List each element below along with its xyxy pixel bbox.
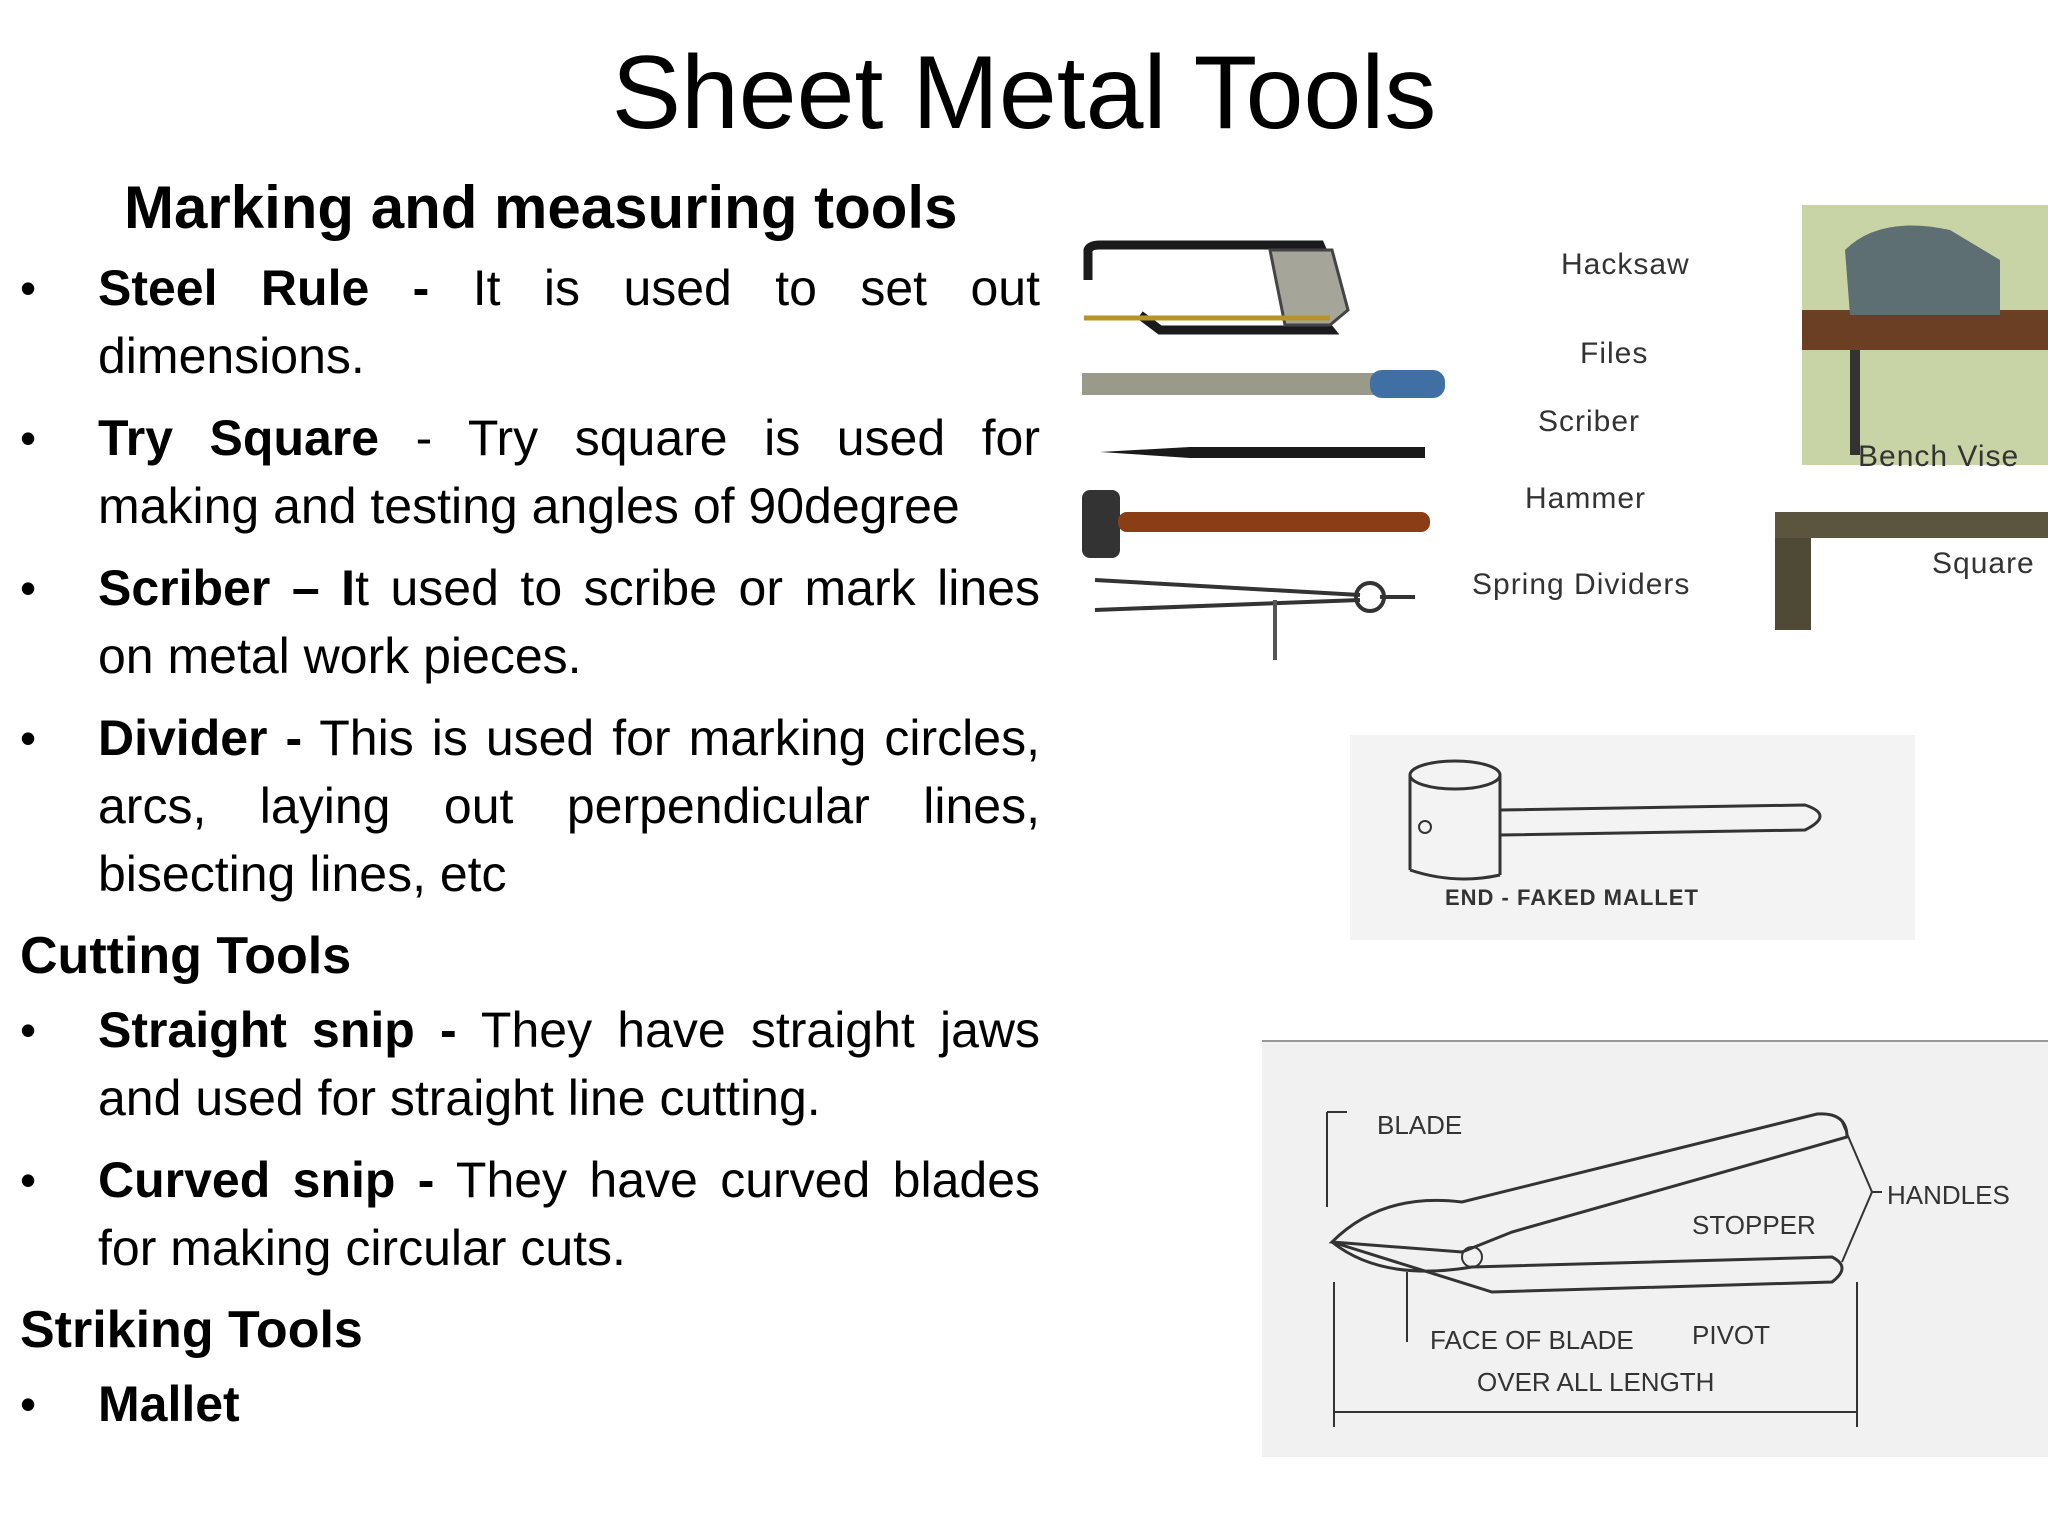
item-desc: t used to scribe or mark lines on metal work pieces. [98, 560, 1040, 684]
item-desc: It is used to set out dimensions. [98, 260, 1040, 384]
snip-drawing [1262, 1040, 2048, 1457]
label-files: Files [1580, 337, 1649, 370]
heading-cutting-tools: Cutting Tools [20, 927, 352, 985]
label-face-of-blade: FACE OF BLADE [1430, 1325, 1634, 1355]
label-handles: HANDLES [1887, 1180, 2010, 1210]
hacksaw-icon [1084, 245, 1348, 330]
item-term: Mallet [98, 1376, 240, 1432]
bench-vise-icon [1802, 205, 2048, 465]
item-desc: They have curved blades for making circular cuts. [98, 1152, 1040, 1276]
heading-striking-tools: Striking Tools [20, 1301, 363, 1359]
item-term: Scriber – I [98, 560, 356, 616]
label-spring-dividers: Spring Dividers [1472, 568, 1691, 601]
tools-photo [1070, 190, 2048, 830]
item-term: Try Square [98, 410, 380, 466]
files-icon [1082, 370, 1445, 398]
label-overall-length: OVER ALL LENGTH [1477, 1367, 1715, 1397]
heading-marking-tools: Marking and measuring tools [124, 174, 958, 241]
label-pivot: PIVOT [1692, 1320, 1771, 1350]
list-item [20, 1370, 1040, 1438]
list-item [20, 704, 1040, 908]
left-text-panel [20, 170, 1040, 1452]
label-hacksaw: Hacksaw [1561, 248, 1690, 281]
item-term: Steel Rule - [98, 260, 430, 316]
slide-title: Sheet Metal Tools [611, 35, 1437, 151]
label-hammer: Hammer [1525, 482, 1647, 515]
list-item [20, 254, 1040, 390]
item-desc: - Try square is used for making and testing angles of 90degree [98, 410, 1040, 534]
hammer-icon [1082, 490, 1430, 558]
list-item [20, 996, 1040, 1132]
label-scriber: Scriber [1538, 405, 1641, 438]
striking-tools-list [20, 1370, 1040, 1438]
label-bench-vise: Bench Vise [1858, 440, 2020, 473]
cutting-tools-list [20, 996, 1040, 1282]
item-desc: They have straight jaws and used for straight line cutting. [98, 1002, 1041, 1126]
label-square: Square [1932, 547, 2035, 580]
spring-dividers-icon [1095, 580, 1415, 660]
list-item [20, 1146, 1040, 1282]
label-blade: BLADE [1377, 1110, 1463, 1140]
item-term: Curved snip - [98, 1152, 435, 1208]
item-desc: This is used for marking circles, arcs, laying out perpendicular lines, bisecting lines, etc [98, 710, 1040, 902]
mallet-caption: END - FAKED MALLET [1445, 885, 1699, 910]
list-item [20, 404, 1040, 540]
label-stopper: STOPPER [1692, 1210, 1816, 1240]
marking-tools-list [20, 254, 1040, 908]
mallet-drawing [1350, 735, 1915, 940]
right-illustrations [1070, 160, 2048, 1490]
scriber-icon [1100, 447, 1425, 458]
list-item [20, 554, 1040, 690]
item-term: Straight snip - [98, 1002, 457, 1058]
item-term: Divider - [98, 710, 303, 766]
